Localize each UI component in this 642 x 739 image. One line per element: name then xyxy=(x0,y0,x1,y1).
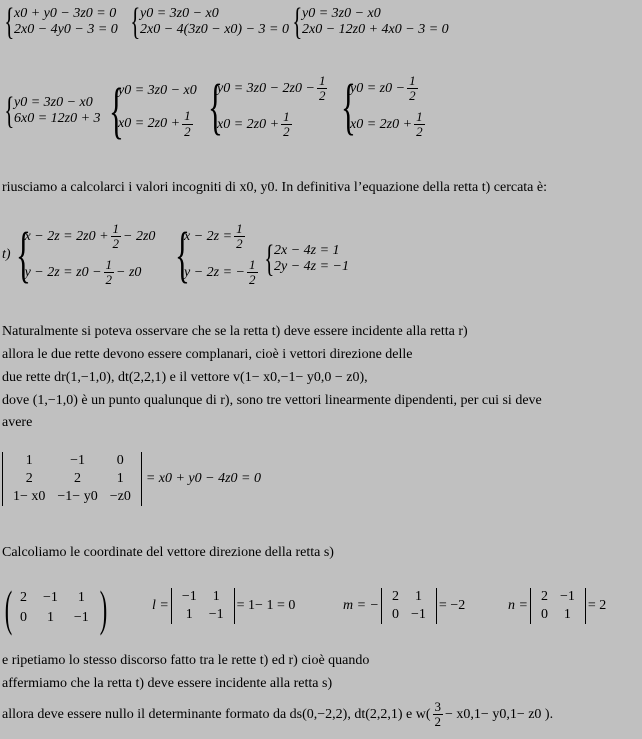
direction-matrix xyxy=(2,580,108,636)
system-1 xyxy=(2,3,118,41)
system-4 xyxy=(2,92,101,130)
eq-line: 2x0 − 4y0 − 3 = 0 xyxy=(14,22,118,37)
minor-label: l = xyxy=(152,598,169,614)
matrix-row xyxy=(535,606,581,624)
brace: { xyxy=(15,220,31,289)
minor-label: n = xyxy=(508,598,528,614)
matrix-row xyxy=(7,488,137,506)
label-t: t) xyxy=(2,246,11,262)
right-paren: ) xyxy=(99,580,108,636)
eq-line: x0 = 2z0 + $\frac{1}{2}$ xyxy=(350,108,423,139)
matrix-row xyxy=(386,606,432,624)
system-5 xyxy=(106,77,197,145)
paragraph: affermiamo che la retta t) deve essere incidente alla retta s) xyxy=(2,676,333,691)
matrix-row xyxy=(176,588,230,606)
matrix-cell: 1 xyxy=(212,589,220,604)
eq-line: x0 + y0 − 3z0 = 0 xyxy=(14,5,117,21)
matrix-cell: 2 xyxy=(25,471,33,487)
matrix-row xyxy=(12,608,97,628)
paragraph: e ripetiamo lo stesso discorso fatto tra le rette t) ed r) cioè quando xyxy=(2,653,370,668)
eq-line: y0 = 3z0 − 2z0 − $\frac{1}{2}$ xyxy=(217,73,326,104)
matrix-cell: 0 xyxy=(20,610,27,625)
matrix-cell: 2 xyxy=(392,589,400,604)
system-t3 xyxy=(262,240,349,278)
matrix-cell: 2 xyxy=(540,589,548,604)
eq-line: x0 = 2z0 + $\frac{1}{2}$ xyxy=(217,108,290,139)
brace: { xyxy=(130,1,141,43)
matrix-cell: 2 xyxy=(74,471,82,487)
brace: { xyxy=(264,238,275,280)
minor-table xyxy=(535,588,581,624)
paragraph: avere xyxy=(2,415,33,430)
system-3 xyxy=(290,3,449,41)
brace: { xyxy=(175,220,190,289)
matrix-cell: 1 xyxy=(77,589,85,605)
eq-line: x0 = 2z0 + $\frac{1}{2}$ xyxy=(118,108,191,139)
eq-line: 2x − 4z = 1 xyxy=(274,242,340,258)
matrix-cell: −1 xyxy=(208,607,224,623)
matrix-cell: 1 xyxy=(116,471,124,487)
minor-table xyxy=(176,588,230,624)
paragraph: allora le due rette devono essere complanari, cioè i vettori direzione delle xyxy=(2,347,413,362)
matrix-cell: −1 xyxy=(70,453,85,468)
matrix-cell: −1− y0 xyxy=(57,489,98,505)
system-7 xyxy=(338,74,427,139)
eq-line: 2x0 − 12z0 + 4x0 − 3 = 0 xyxy=(302,22,449,37)
matrix-cell: 1 xyxy=(46,610,54,625)
system-t1 xyxy=(2,222,155,287)
brace: { xyxy=(109,77,124,145)
matrix-cell: −1 xyxy=(411,607,426,623)
matrix-cell: 0 xyxy=(540,607,548,623)
matrix-row xyxy=(12,588,97,608)
matrix-cell: −1 xyxy=(43,589,58,605)
minor-m xyxy=(343,588,465,624)
matrix-cell: −1 xyxy=(73,610,89,625)
minor-value: = 1− 1 = 0 xyxy=(236,598,296,614)
matrix-cell: 1 xyxy=(563,607,571,623)
brace: { xyxy=(292,1,303,43)
matrix-cell: 0 xyxy=(392,607,400,623)
system-6 xyxy=(205,74,329,139)
matrix-row xyxy=(7,470,137,488)
minor-table xyxy=(386,588,432,624)
matrix-cell: −1 xyxy=(181,589,197,604)
paragraph: Calcoliamo le coordinate del vettore direzione della retta s) xyxy=(2,545,334,560)
brace: { xyxy=(4,90,15,132)
minor-label: m = − xyxy=(343,598,380,614)
matrix-cell: 1 xyxy=(25,453,33,468)
eq-line: 2x0 − 4(3z0 − x0) − 3 = 0 xyxy=(140,22,289,37)
determinant-table xyxy=(7,452,137,506)
matrix-cell: 2 xyxy=(20,589,27,605)
matrix-cell: −z0 xyxy=(109,489,131,505)
matrix-row xyxy=(535,588,581,606)
matrix-cell: 0 xyxy=(116,453,124,468)
eq-line: x − 2z = 2z0 + $\frac{1}{2}$ − 2z0 xyxy=(24,221,156,252)
eq-line: y0 = 3z0 − x0 xyxy=(140,5,219,21)
system-2 xyxy=(128,3,289,41)
matrix-row xyxy=(386,588,432,606)
matrix-table xyxy=(12,588,97,628)
determinant-result: = x0 + y0 − 4z0 = 0 xyxy=(145,471,261,487)
eq-line: x − 2z = $\frac{1}{2}$ xyxy=(184,221,243,252)
paragraph: Naturalmente si poteva osservare che se la retta t) deve essere incidente alla retta r) xyxy=(2,324,468,339)
matrix-cell: 1− x0 xyxy=(13,489,46,505)
determinant-3x3 xyxy=(2,452,261,506)
eq-line: y0 = 3z0 − x0 xyxy=(14,94,93,110)
paragraph: allora deve essere nullo il determinante formato da ds(0,−2,2), dt(2,2,1) e w( $\frac{3}{2}$ − x0,1− y0,1− z0 ). xyxy=(2,699,554,730)
matrix-cell: 1 xyxy=(414,589,422,604)
matrix-cell: 1 xyxy=(185,607,193,623)
eq-line: 2y − 4z = −1 xyxy=(274,259,350,274)
matrix-row xyxy=(7,452,137,470)
paragraph: riusciamo a calcolarci i valori incogniti di x0, y0. In definitiva l’equazione della retta t) cercata è: xyxy=(2,180,547,195)
system-t2 xyxy=(172,222,260,287)
minor-value: = −2 xyxy=(438,598,466,614)
minor-n xyxy=(508,588,606,624)
eq-line: 6x0 = 12z0 + 3 xyxy=(14,111,101,126)
minor-l xyxy=(152,588,295,624)
minor-value: = 2 xyxy=(587,598,607,614)
eq-line: y0 = 3z0 − x0 xyxy=(118,83,197,99)
eq-line: y0 = 3z0 − x0 xyxy=(302,5,381,21)
brace: { xyxy=(208,72,223,141)
paragraph: dove (1,−1,0) è un punto qualunque di r), sono tre vettori linearmente dipendenti, per cui si deve xyxy=(2,393,542,408)
brace: { xyxy=(4,1,15,43)
eq-line: y − 2z = z0 − $\frac{1}{2}$ − z0 xyxy=(24,256,142,287)
brace: { xyxy=(341,72,356,141)
matrix-row xyxy=(176,606,230,624)
paragraph: due rette dr(1,−1,0), dt(2,2,1) e il vettore v(1− x0,−1− y0,0 − z0), xyxy=(2,370,368,385)
eq-line: y − 2z = − $\frac{1}{2}$ xyxy=(184,256,256,287)
eq-line: y0 = z0 − $\frac{1}{2}$ xyxy=(350,73,416,104)
left-paren: ( xyxy=(4,580,13,636)
matrix-cell: −1 xyxy=(559,589,575,604)
